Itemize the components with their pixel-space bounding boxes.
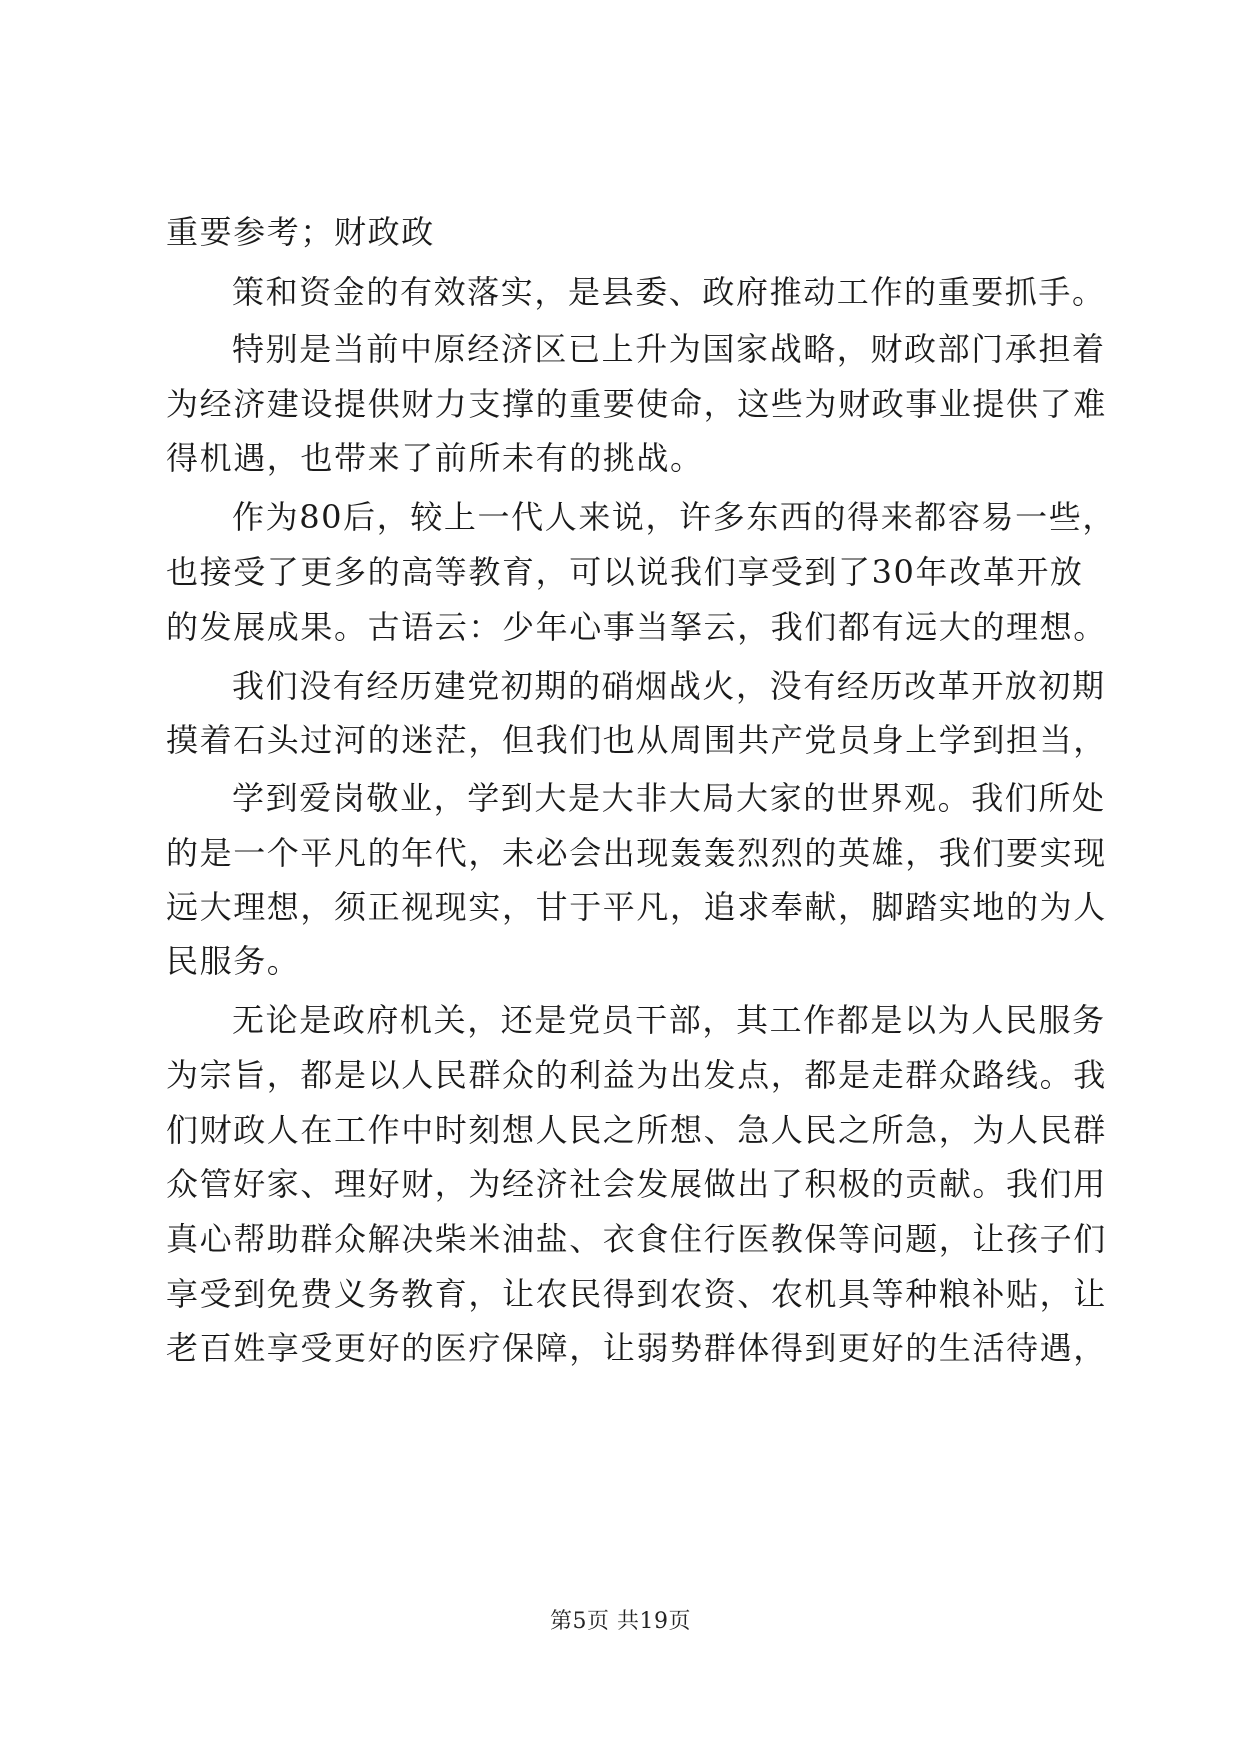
text-line: 重要参考；财政政 [166, 213, 435, 251]
text-line: 我们没有经历建党初期的硝烟战火，没有经历改革开放初期 [232, 667, 1106, 705]
text-line: 真心帮助群众解决柴米油盐、衣食住行医教保等问题，让孩子们 [166, 1220, 1107, 1258]
text-line: 为经济建设提供财力支撑的重要使命，这些为财政事业提供了难 [166, 385, 1107, 423]
text-line: 无论是政府机关，还是党员干部，其工作都是以为人民服务 [232, 1001, 1106, 1039]
text-line: 为宗旨，都是以人民群众的利益为出发点，都是走群众路线。我 [166, 1056, 1107, 1094]
text-line: 作为80后，较上一代人来说，许多东西的得来都容易一些， [232, 498, 1116, 536]
text-line: 得机遇，也带来了前所未有的挑战。 [166, 439, 704, 477]
text-line: 摸着石头过河的迷茫，但我们也从周围共产党员身上学到担当， [166, 721, 1107, 759]
text-line: 远大理想，须正视现实，甘于平凡，追求奉献，脚踏实地的为人 [166, 888, 1107, 926]
text-line: 的发展成果。古语云：少年心事当拏云，我们都有远大的理想。 [166, 608, 1107, 646]
text-line: 特别是当前中原经济区已上升为国家战略，财政部门承担着 [232, 330, 1106, 368]
text-line: 享受到免费义务教育，让农民得到农资、农机具等种粮补贴，让 [166, 1275, 1107, 1313]
text-line: 老百姓享受更好的医疗保障，让弱势群体得到更好的生活待遇， [166, 1329, 1107, 1367]
text-line: 学到爱岗敬业，学到大是大非大局大家的世界观。我们所处 [232, 779, 1106, 817]
text-line: 众管好家、理好财，为经济社会发展做出了积极的贡献。我们用 [166, 1165, 1107, 1203]
page-footer: 第5页 共19页 [550, 1609, 691, 1634]
text-line: 策和资金的有效落实，是县委、政府推动工作的重要抓手。 [232, 273, 1106, 311]
text-line: 也接受了更多的高等教育，可以说我们享受到了30年改革开放 [166, 553, 1084, 591]
text-line: 民服务。 [166, 942, 301, 980]
text-line: 的是一个平凡的年代，未必会出现轰轰烈烈的英雄，我们要实现 [166, 834, 1107, 872]
text-line: 们财政人在工作中时刻想人民之所想、急人民之所急，为人民群 [166, 1111, 1107, 1149]
